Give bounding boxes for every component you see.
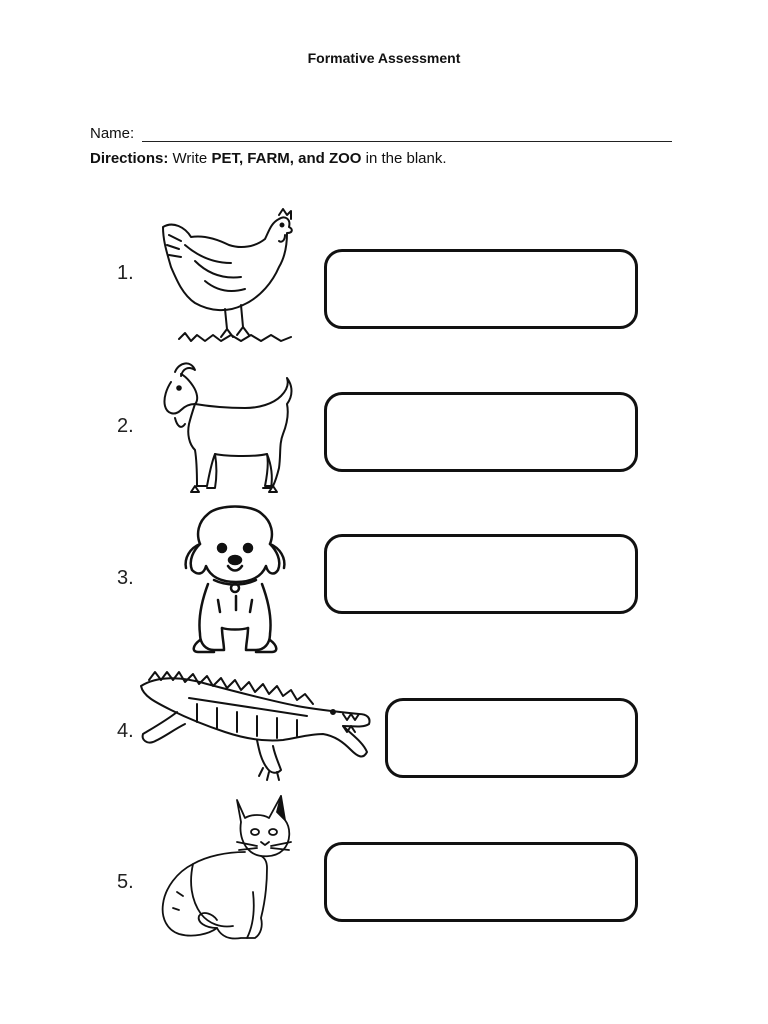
answer-box-4[interactable] — [385, 698, 638, 778]
directions-text-before: Write — [172, 150, 208, 167]
name-label: Name: — [90, 125, 135, 142]
directions-keywords: PET, FARM, and ZOO — [211, 150, 362, 167]
puppy-icon — [178, 500, 293, 658]
hen-icon — [155, 205, 300, 350]
name-row — [90, 125, 672, 145]
item-number-3: 3. — [117, 567, 134, 589]
answer-box-1[interactable] — [324, 249, 638, 329]
item-number-2: 2. — [117, 415, 134, 437]
answer-box-5[interactable] — [324, 842, 638, 922]
answer-box-2[interactable] — [324, 392, 638, 472]
goat-icon — [155, 358, 300, 498]
item-number-5: 5. — [117, 871, 134, 893]
item-number-4: 4. — [117, 720, 134, 742]
worksheet-title: Formative Assessment — [307, 50, 461, 66]
name-blank-line[interactable] — [142, 141, 672, 142]
answer-box-3[interactable] — [324, 534, 638, 614]
directions-text-after: in the blank. — [365, 150, 447, 167]
directions-label: Directions: — [90, 150, 169, 167]
item-number-1: 1. — [117, 262, 134, 284]
directions — [90, 150, 447, 167]
cat-icon — [157, 792, 307, 942]
crocodile-icon — [137, 668, 377, 783]
